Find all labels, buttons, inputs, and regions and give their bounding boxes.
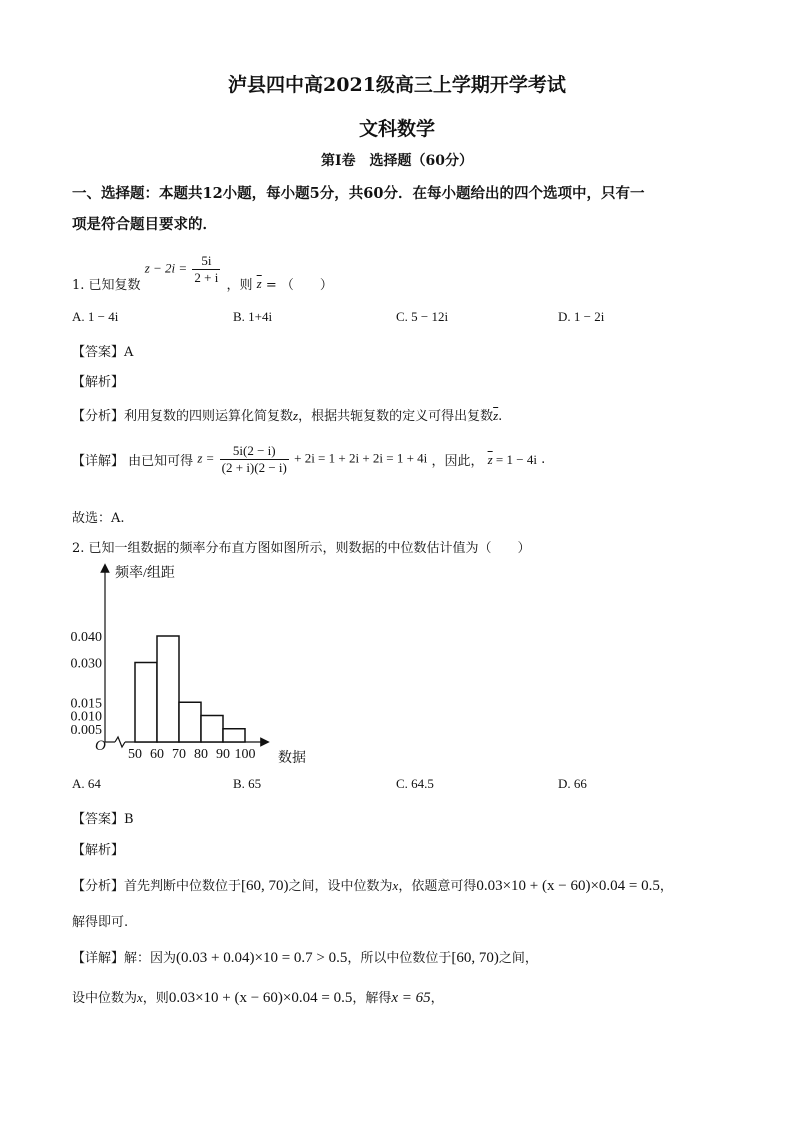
q2-fenxi-text1: 首先判断中位数位于 xyxy=(124,879,242,894)
q2-fenxi-end: ， xyxy=(659,879,673,894)
q2-option-a: A. 64 xyxy=(72,776,101,791)
q1-frac-num: 5i xyxy=(192,253,220,270)
subject-title: 文科数学 xyxy=(358,118,435,140)
q1-answer xyxy=(72,341,133,360)
q2-option-b: B. 65 xyxy=(233,776,262,791)
x-tick-label: 50 xyxy=(128,747,142,762)
y-tick-label: 0.005 xyxy=(70,722,102,738)
x-axis-label: 数据 xyxy=(278,751,306,766)
q1-option-b: B. 1+4i xyxy=(233,309,273,324)
origin-label: O xyxy=(95,738,106,754)
q2-answer-value: B xyxy=(124,812,134,827)
histogram-bar xyxy=(223,729,245,742)
question-2-stem: 2. 已知一组数据的频率分布直方图如图所示，则数据的中位数估计值为（ ） xyxy=(72,541,531,556)
q2-detail xyxy=(72,947,538,967)
q2-detail-line2-equation: 0.03×10 + (x − 60)×0.04 = 0.5 xyxy=(168,990,353,1006)
histogram-chart xyxy=(60,560,320,770)
q1-zbar: $\overline{z}$ xyxy=(256,275,262,291)
y-tick-label: 0.015 xyxy=(70,696,102,712)
q1-fenxi-text2: ，根据共轭复数的定义可得出复数 xyxy=(298,409,494,424)
q1-equation xyxy=(145,253,223,286)
q2-detail-equation1: (0.03 + 0.04)×10 = 0.7 > 0.5 xyxy=(176,950,348,966)
q2-answer xyxy=(72,808,134,827)
q1-fenxi xyxy=(72,405,502,424)
q2-detail-line2-text1: 设中位数为 xyxy=(72,991,138,1006)
q1-detail-rest: + 2i = 1 + 2i + 2i = 1 + 4i xyxy=(294,450,428,466)
q2-detail-tag: 【详解】 xyxy=(72,951,125,966)
q1-conclusion: 故选：A. xyxy=(72,511,125,526)
q2-option-d: D. 66 xyxy=(558,776,587,791)
q1-detail-equation xyxy=(197,443,427,476)
chart-plot-area xyxy=(71,565,307,766)
q2-fenxi-x: x xyxy=(392,878,399,893)
y-tick-label: 0.030 xyxy=(70,656,102,672)
q2-detail-line2 xyxy=(72,987,444,1007)
q2-detail-line2-x: x xyxy=(137,990,143,1005)
q1-detail-text2: ，因此， xyxy=(431,454,484,469)
histogram-bar xyxy=(135,663,157,743)
q1-detail-text1: 由已知可得 xyxy=(128,454,194,469)
y-axis-label: 频率/组距 xyxy=(115,566,175,581)
x-tick-label: 90 xyxy=(216,747,230,762)
q1-option-a: A. 1 − 4i xyxy=(72,309,119,324)
q2-fenxi-line2: 解得即可. xyxy=(72,915,129,930)
q2-fenxi-text3: ，依题意可得 xyxy=(398,879,477,894)
histogram-bar xyxy=(201,716,223,743)
q1-detail-frac-num: 5i(2 − i) xyxy=(220,443,289,460)
q1-detail-fraction xyxy=(220,443,289,476)
q1-detail-result xyxy=(488,452,537,468)
q2-detail-line2-text2: ，则 xyxy=(142,991,169,1006)
q2-fenxi-equation: 0.03×10 + (x − 60)×0.04 = 0.5 xyxy=(476,878,660,894)
q1-fenxi-z: z xyxy=(293,408,299,423)
q2-detail-line2-text3: ，解得 xyxy=(352,991,392,1006)
q2-detail-text1: 解：因为 xyxy=(124,951,177,966)
q1-fenxi-end: . xyxy=(498,409,503,424)
q2-detail-text2: ，所以中位数位于 xyxy=(347,951,452,966)
q1-suffix: = （ ） xyxy=(265,278,333,293)
q1-detail-tag: 【详解】 xyxy=(72,454,125,469)
y-tick-label: 0.040 xyxy=(70,630,102,645)
exam-title: 泸县四中高2021级高三上学期开学考试 xyxy=(228,74,566,96)
q1-fenxi-text1: 利用复数的四则运算化简复数 xyxy=(124,409,294,424)
part-heading: 第I卷 选择题（60分） xyxy=(320,153,474,169)
axis-break-mark xyxy=(115,737,125,747)
q1-detail-end: . xyxy=(541,452,546,467)
q1-fenxi-zbar: $\overline{z}$ xyxy=(493,408,499,423)
q1-fenxi-tag: 【分析】 xyxy=(72,409,125,424)
x-tick-label: 100 xyxy=(234,747,256,762)
q2-fenxi xyxy=(72,875,673,895)
q2-detail-text3: 之间， xyxy=(498,951,538,966)
q2-analysis-tag: 【解析】 xyxy=(72,843,125,858)
q2-option-c: C. 64.5 xyxy=(396,776,434,791)
q1-fraction xyxy=(192,253,220,286)
q2-fenxi-tag: 【分析】 xyxy=(72,879,125,894)
x-tick-label: 60 xyxy=(150,747,164,762)
q2-fenxi-interval: [60, 70) xyxy=(241,878,289,894)
q2-fenxi-text2: 之间，设中位数为 xyxy=(288,879,393,894)
q2-detail-line2-result: x = 65 xyxy=(391,990,431,1006)
q1-answer-tag: 【答案】 xyxy=(72,345,125,360)
x-tick-label: 80 xyxy=(194,747,208,762)
histogram-bar xyxy=(179,702,201,742)
histogram-bar xyxy=(157,636,179,742)
section-instruction-line1: 一、选择题：本题共12小题，每小题5分，共60分．在每小题给出的四个选项中，只有一 xyxy=(72,185,645,202)
q1-option-c: C. 5 − 12i xyxy=(396,309,449,324)
q1-detail-frac-den: (2 + i)(2 − i) xyxy=(221,460,287,475)
section-instruction-line2: 项是符合题目要求的． xyxy=(72,216,217,233)
q1-answer-value: A xyxy=(124,345,134,360)
question-1-stem xyxy=(72,246,333,293)
q2-detail-interval: [60, 70) xyxy=(451,950,499,966)
y-tick-label: 0.010 xyxy=(70,709,102,725)
q1-option-d: D. 1 − 2i xyxy=(558,309,605,324)
x-tick-label: 70 xyxy=(172,747,186,762)
q1-detail-result-value: = 1 − 4i xyxy=(495,451,537,467)
q1-eq-lhs: z − 2i = xyxy=(144,260,188,276)
q1-frac-den: 2 + i xyxy=(194,270,219,285)
q1-detail xyxy=(72,443,545,476)
q1-detail-zbar: $\overline{z}$ xyxy=(487,451,493,467)
q2-answer-tag: 【答案】 xyxy=(72,812,125,827)
q1-then: ，则 xyxy=(226,278,253,293)
q1-detail-z: z = xyxy=(197,450,215,466)
q1-analysis-tag: 【解析】 xyxy=(72,375,125,390)
q2-detail-line2-end: ， xyxy=(430,991,444,1006)
q1-prefix: 1. 已知复数 xyxy=(72,278,141,293)
